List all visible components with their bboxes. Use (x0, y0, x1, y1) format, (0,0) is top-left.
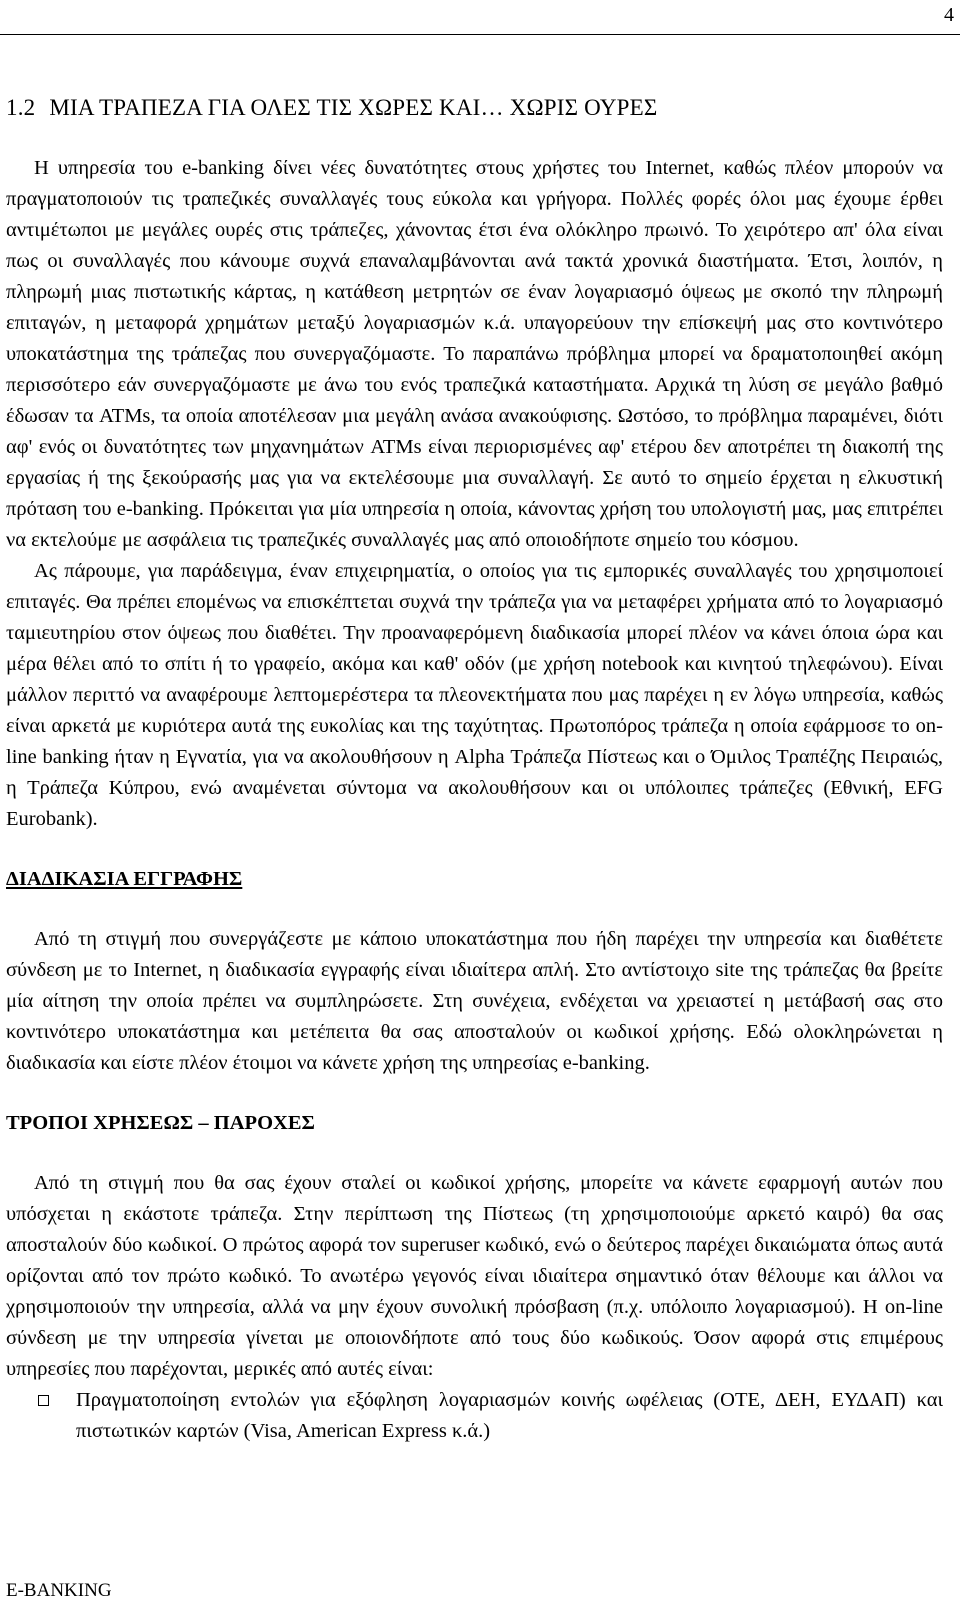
intro-paragraph-1: Η υπηρεσία του e-banking δίνει νέες δυνατότητες στους χρήστες του Internet, καθώς πλέον μπορούν να πραγματοποιούν τις τραπεζικές συναλλαγές τους εύκολα και γρήγορα. Πολλές φορές όλοι μας έχουμε έρθει αντιμέτωποι με μεγάλες ουρές στις τράπεζες, χάνοντας έτσι ένα ολόκληρο πρωινό. Το χειρότερο απ' όλα είναι πως οι συναλλαγές που κάνουμε συχνά επαναλαμβάνονται ανά τακτά χρονικά διαστήματα. Έτσι, λοιπόν, η πληρωμή μιας πιστωτικής κάρτας, η κατάθεση μετρητών σε έναν λογαριασμό όψεως με σκοπό την πληρωμή επιταγών, η μεταφορά χρημάτων μεταξύ λογαριασμών κ.ά. υπαγορεύουν την επίσκεψή μας στο κοντινότερο υποκατάστημα της τράπεζας που συνεργαζόμαστε. Το παραπάνω πρόβλημα μπορεί να δραματοποιηθεί ακόμη περισσότερο εάν συνεργαζόμαστε με άνω του ενός τραπεζικά καταστήματα. Αρχικά τη λύση σε μεγάλο βαθμό έδωσαν τα ATMs, τα οποία αποτέλεσαν μια μεγάλη ανάσα ανακούφισης. Ωστόσο, το πρόβλημα παραμένει, διότι αφ' ενός οι δυνατότητες των μηχανημάτων ATMs είναι περιορισμένες αφ' ετέρου δεν αποτρέπει τη διακοπή της εργασίας ή της ξεκούρασής μας για να εκτελέσουμε μια συναλλαγή. Σε αυτό το σημείο έρχεται η ελκυστική πρόταση του e-banking. Πρόκειται για μία υπηρεσία η οποία, κάνοντας χρήση του υπολογιστή μας, μας επιτρέπει να εκτελούμε με ασφάλεια τις τραπεζικές συναλλαγές μας από οποιοδήποτε σημείο του κόσμου. (6, 157, 943, 551)
intro-paragraph-2: Ας πάρουμε, για παράδειγμα, έναν επιχειρηματία, ο οποίος για τις εμπορικές συναλλαγές του χρησιμοποιεί επιταγές. Θα πρέπει επομένως να επισκέπτεται συχνά την τράπεζα για να μεταφέρει χρήματα από το λογαριασμό ταμιευτηρίου στον όψεως που διαθέτει. Την προαναφερόμενη διαδικασία μπορεί πλέον να κάνει όποια ώρα και μέρα θέλει από το σπίτι ή το γραφείο, ακόμα και καθ' οδόν (με χρήση notebook και κινητού τηλεφώνου). Είναι μάλλον περιττό να αναφέρουμε λεπτομερέστερα τα πλεονεκτήματα που μας παρέχει η εν λόγω υπηρεσία, καθώς είναι αρκετά με κυριότερα αυτά της ευκολίας και της ταχύτητας. Πρωτοπόρος τράπεζα η οποία εφάρμοσε το on-line banking ήταν η Εγνατία, για να ακολουθήσουν η Alpha Τράπεζα Πίστεως και ο Όμιλος Τραπέζης Πειραιώς, η Τράπεζα Κύπρου, ενώ αναμένεται σύντομα να ακολουθήσουν και οι υπόλοιπες τράπεζες (Εθνική, EFG Eurobank). (6, 560, 943, 830)
page-content (6, 90, 943, 1447)
list-item-text: Πραγματοποίηση εντολών για εξόφληση λογαριασμών κοινής ωφέλειας (ΟΤΕ, ΔΕΗ, ΕΥΔΑΠ) και πιστωτικών καρτών (Visa, American Express κ.ά.) (76, 1389, 943, 1442)
list-item (6, 1385, 943, 1447)
spacer (6, 835, 943, 864)
spacer (6, 895, 943, 924)
section-title-text: ΜΙΑ ΤΡΑΠΕΖΑ ΓΙΑ ΟΛΕΣ ΤΙΣ ΧΩΡΕΣ ΚΑΙ… ΧΩΡΙΣ ΟΥΡΕΣ (49, 95, 658, 120)
header-rule (0, 34, 960, 35)
checkbox-bullet-icon (38, 1395, 49, 1406)
footer-label: E-BANKING (6, 1580, 112, 1601)
spacer (6, 1079, 943, 1108)
page-number: 4 (944, 4, 954, 26)
registration-heading: ΔΙΑΔΙΚΑΣΙΑ ΕΓΓΡΑΦΗΣ (6, 868, 243, 890)
usage-paragraph: Από τη στιγμή που θα σας έχουν σταλεί οι κωδικοί χρήσης, μπορείτε να κάνετε εφαρμογή αυτών που υπόσχεται η εκάστοτε τράπεζα. Στην περίπτωση της Πίστεως (τη χρησιμοποιούμε αρκετό καιρό) θα σας αποσταλούν δύο κωδικοί. Ο πρώτος αφορά τον superuser κωδικό, ενώ ο δεύτερος παρέχει δικαιώματα όπως αυτά ορίζονται από τον πρώτο κωδικό. Το ανωτέρω γεγονός είναι ιδιαίτερα σημαντικό όταν θέλουμε και άλλοι να χρησιμοποιούν την υπηρεσία, αλλά να μην έχουν συνολική πρόσβαση (π.χ. υπόλοιπο λογαριασμού). Η on-line σύνδεση με την υπηρεσία γίνεται με οποιονδήποτε από τους δύο κωδικούς. Όσον αφορά στις επιμέρους υπηρεσίες που παρέχονται, μερικές από αυτές είναι: (6, 1172, 943, 1380)
registration-paragraph: Από τη στιγμή που συνεργάζεστε με κάποιο υποκατάστημα που ήδη παρέχει την υπηρεσία και διαθέτετε σύνδεση με το Internet, η διαδικασία εγγραφής είναι ιδιαίτερα απλή. Στο αντίστοιχο site της τράπεζας θα βρείτε μία αίτηση την οποία πρέπει να συμπληρώσετε. Στη συνέχεια, ενδέχεται να χρειαστεί η μετάβασή σας στο κοντινότερο υποκατάστημα και μετέπειτα θα σας αποσταλούν οι κωδικοί χρήσης. Εδώ ολοκληρώνεται η διαδικασία και είστε πλέον έτοιμοι να κάνετε χρήση της υπηρεσίας e-banking. (6, 928, 943, 1074)
section-number: 1.2 (6, 95, 36, 120)
usage-heading: ΤΡΟΠΟΙ ΧΡΗΣΕΩΣ – ΠΑΡΟΧΕΣ (6, 1112, 315, 1134)
section-title (6, 90, 943, 126)
spacer (6, 1139, 943, 1168)
